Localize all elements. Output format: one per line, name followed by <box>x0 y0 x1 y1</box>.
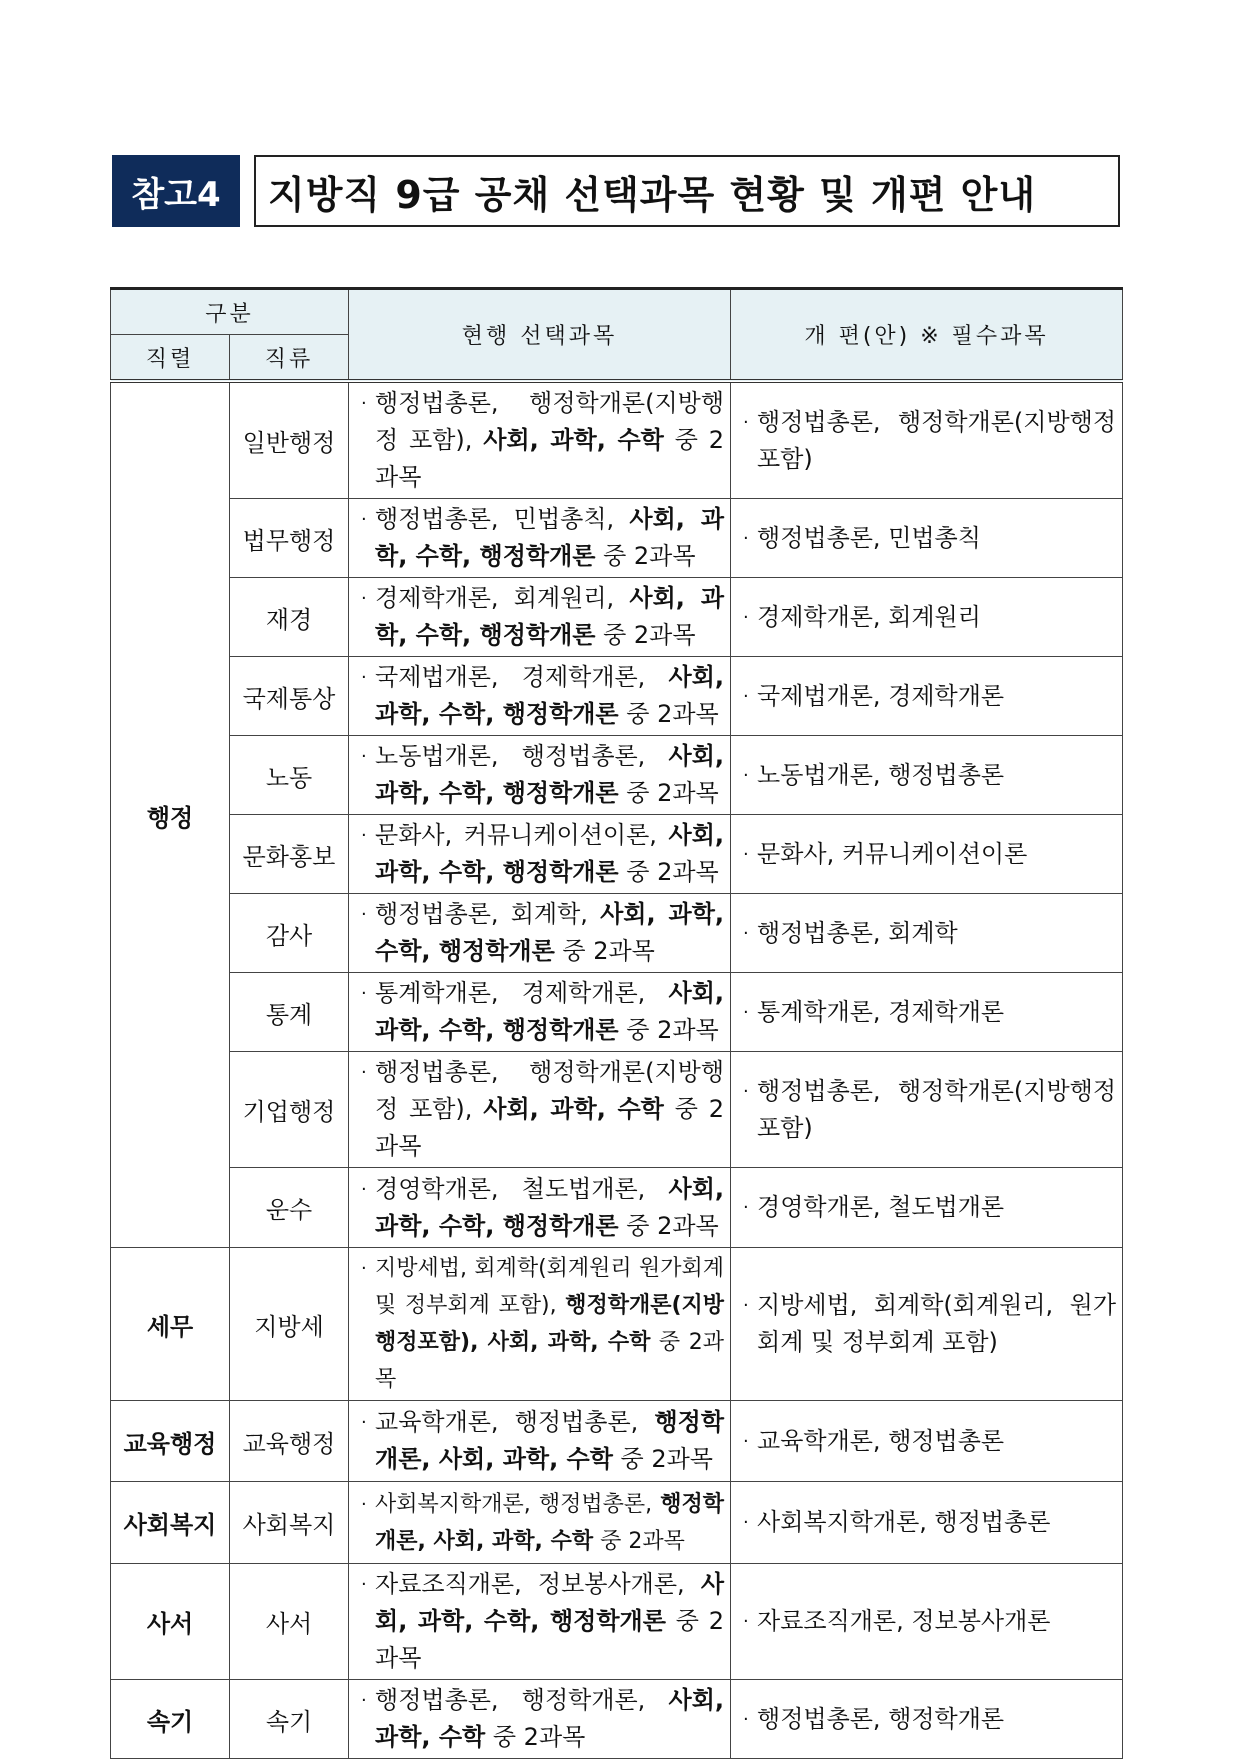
series-cell: 감사 <box>230 894 349 973</box>
current-subjects-cell: · 노동법개론, 행정법총론, 사회, 과학, 수학, 행정학개론 중 2과목 <box>349 736 731 815</box>
bullet-icon: · <box>361 746 367 767</box>
bullet-icon: · <box>743 527 749 549</box>
table-row <box>111 578 1123 657</box>
group-cell: 교육행정 <box>111 1401 230 1482</box>
bullet-icon: · <box>361 1258 367 1279</box>
bullet-icon: · <box>743 1080 749 1102</box>
header-reform-subjects: 개 편(안) ※ 필수과목 <box>731 289 1123 382</box>
current-subjects-cell: · 행정법총론, 행정학개론, 사회, 과학, 수학 중 2과목 <box>349 1680 731 1759</box>
current-subjects-cell: · 행정법총론, 민법총칙, 사회, 과학, 수학, 행정학개론 중 2과목 <box>349 499 731 578</box>
bullet-icon: · <box>361 588 367 609</box>
bullet-icon: · <box>743 1611 749 1632</box>
bullet-icon: · <box>743 606 749 628</box>
table-row <box>111 1482 1123 1564</box>
bullet-icon: · <box>743 1430 749 1452</box>
series-cell: 사회복지 <box>230 1482 349 1564</box>
reform-subjects-cell: · 경제학개론, 회계원리 <box>731 578 1123 657</box>
title-row <box>112 155 1120 227</box>
series-cell: 교육행정 <box>230 1401 349 1482</box>
reform-subjects-cell: · 행정법총론, 행정학개론 <box>731 1680 1123 1759</box>
current-subjects-cell: · 사회복지학개론, 행정법총론, 행정학개론, 사회, 과학, 수학 중 2과목 <box>349 1482 731 1564</box>
bullet-icon: · <box>743 411 749 433</box>
header-category: 구분 <box>111 289 349 335</box>
series-cell: 일반행정 <box>230 381 349 499</box>
current-subjects-cell: · 통계학개론, 경제학개론, 사회, 과학, 수학, 행정학개론 중 2과목 <box>349 973 731 1052</box>
bullet-icon: · <box>361 1178 367 1200</box>
reform-subjects-cell: · 행정법총론, 민법총칙 <box>731 499 1123 578</box>
bullet-icon: · <box>361 393 367 414</box>
reform-subjects-cell: · 노동법개론, 행정법총론 <box>731 736 1123 815</box>
group-cell: 속기 <box>111 1680 230 1759</box>
header-group: 직렬 <box>111 335 230 382</box>
bullet-icon: · <box>361 983 367 1004</box>
subjects-table <box>110 287 1123 1759</box>
current-subjects-cell: · 문화사, 커뮤니케이션이론, 사회, 과학, 수학, 행정학개론 중 2과목 <box>349 815 731 894</box>
table-row <box>111 973 1123 1052</box>
bullet-icon: · <box>361 904 367 925</box>
reform-subjects-cell: · 행정법총론, 행정학개론(지방행정포함) <box>731 381 1123 499</box>
table-row <box>111 894 1123 973</box>
group-cell: 행정 <box>111 381 230 1248</box>
table-row <box>111 381 1123 499</box>
bullet-icon: · <box>361 1574 367 1595</box>
bullet-icon: · <box>743 1708 749 1730</box>
series-cell: 운수 <box>230 1168 349 1248</box>
reference-badge: 참고4 <box>112 155 240 227</box>
series-cell: 통계 <box>230 973 349 1052</box>
reform-subjects-cell: · 자료조직개론, 정보봉사개론 <box>731 1564 1123 1680</box>
table-row <box>111 1564 1123 1680</box>
bullet-icon: · <box>361 825 367 846</box>
group-cell: 사회복지 <box>111 1482 230 1564</box>
bullet-icon: · <box>743 685 749 707</box>
current-subjects-cell: · 행정법총론, 회계학, 사회, 과학, 수학, 행정학개론 중 2과목 <box>349 894 731 973</box>
reform-subjects-cell: · 행정법총론, 회계학 <box>731 894 1123 973</box>
reform-subjects-cell: · 지방세법, 회계학(회계원리, 원가회계 및 정부회계 포함) <box>731 1248 1123 1401</box>
table-row <box>111 1401 1123 1482</box>
table-row <box>111 1168 1123 1248</box>
table-row <box>111 657 1123 736</box>
reform-subjects-cell: · 경영학개론, 철도법개론 <box>731 1168 1123 1248</box>
series-cell: 사서 <box>230 1564 349 1680</box>
page-title: 지방직 9급 공채 선택과목 현황 및 개편 안내 <box>254 155 1120 227</box>
reform-subjects-cell: · 교육학개론, 행정법총론 <box>731 1401 1123 1482</box>
reform-subjects-cell: · 통계학개론, 경제학개론 <box>731 973 1123 1052</box>
current-subjects-cell: · 국제법개론, 경제학개론, 사회, 과학, 수학, 행정학개론 중 2과목 <box>349 657 731 736</box>
bullet-icon: · <box>361 1690 367 1711</box>
group-cell: 사서 <box>111 1564 230 1680</box>
header-current-subjects: 현행 선택과목 <box>349 289 731 382</box>
table-row <box>111 1052 1123 1168</box>
series-cell: 문화홍보 <box>230 815 349 894</box>
series-cell: 노동 <box>230 736 349 815</box>
table-row <box>111 499 1123 578</box>
series-cell: 국제통상 <box>230 657 349 736</box>
current-subjects-cell: · 행정법총론, 행정학개론(지방행정 포함), 사회, 과학, 수학 중 2과목 <box>349 381 731 499</box>
reform-subjects-cell: · 사회복지학개론, 행정법총론 <box>731 1482 1123 1564</box>
series-cell: 속기 <box>230 1680 349 1759</box>
bullet-icon: · <box>361 1062 367 1083</box>
bullet-icon: · <box>743 1295 749 1316</box>
bullet-icon: · <box>743 1512 749 1533</box>
bullet-icon: · <box>743 1197 749 1218</box>
series-cell: 기업행정 <box>230 1052 349 1168</box>
series-cell: 지방세 <box>230 1248 349 1401</box>
bullet-icon: · <box>361 509 367 530</box>
current-subjects-cell: · 경제학개론, 회계원리, 사회, 과학, 수학, 행정학개론 중 2과목 <box>349 578 731 657</box>
table-row <box>111 815 1123 894</box>
table-row <box>111 1248 1123 1401</box>
bullet-icon: · <box>361 1493 367 1515</box>
bullet-icon: · <box>361 667 367 688</box>
reform-subjects-cell: · 문화사, 커뮤니케이션이론 <box>731 815 1123 894</box>
bullet-icon: · <box>743 764 749 786</box>
current-subjects-cell: · 자료조직개론, 정보봉사개론, 사회, 과학, 수학, 행정학개론 중 2과목 <box>349 1564 731 1680</box>
group-cell: 세무 <box>111 1248 230 1401</box>
current-subjects-cell: · 경영학개론, 철도법개론, 사회, 과학, 수학, 행정학개론 중 2과목 <box>349 1168 731 1248</box>
bullet-icon: · <box>743 1001 749 1023</box>
bullet-icon: · <box>361 1412 367 1433</box>
current-subjects-cell: · 행정법총론, 행정학개론(지방행정 포함), 사회, 과학, 수학 중 2과목 <box>349 1052 731 1168</box>
current-subjects-cell: · 교육학개론, 행정법총론, 행정학개론, 사회, 과학, 수학 중 2과목 <box>349 1401 731 1482</box>
bullet-icon: · <box>743 843 749 865</box>
series-cell: 법무행정 <box>230 499 349 578</box>
table-row <box>111 1680 1123 1759</box>
reform-subjects-cell: · 행정법총론, 행정학개론(지방행정포함) <box>731 1052 1123 1168</box>
series-cell: 재경 <box>230 578 349 657</box>
table-row <box>111 736 1123 815</box>
reform-subjects-cell: · 국제법개론, 경제학개론 <box>731 657 1123 736</box>
bullet-icon: · <box>743 922 749 944</box>
header-series: 직류 <box>230 335 349 382</box>
current-subjects-cell: · 지방세법, 회계학(회계원리 원가회계 및 정부회계 포함), 행정학개론(지방행정포함), 사회, 과학, 수학 중 2과목 <box>349 1248 731 1401</box>
